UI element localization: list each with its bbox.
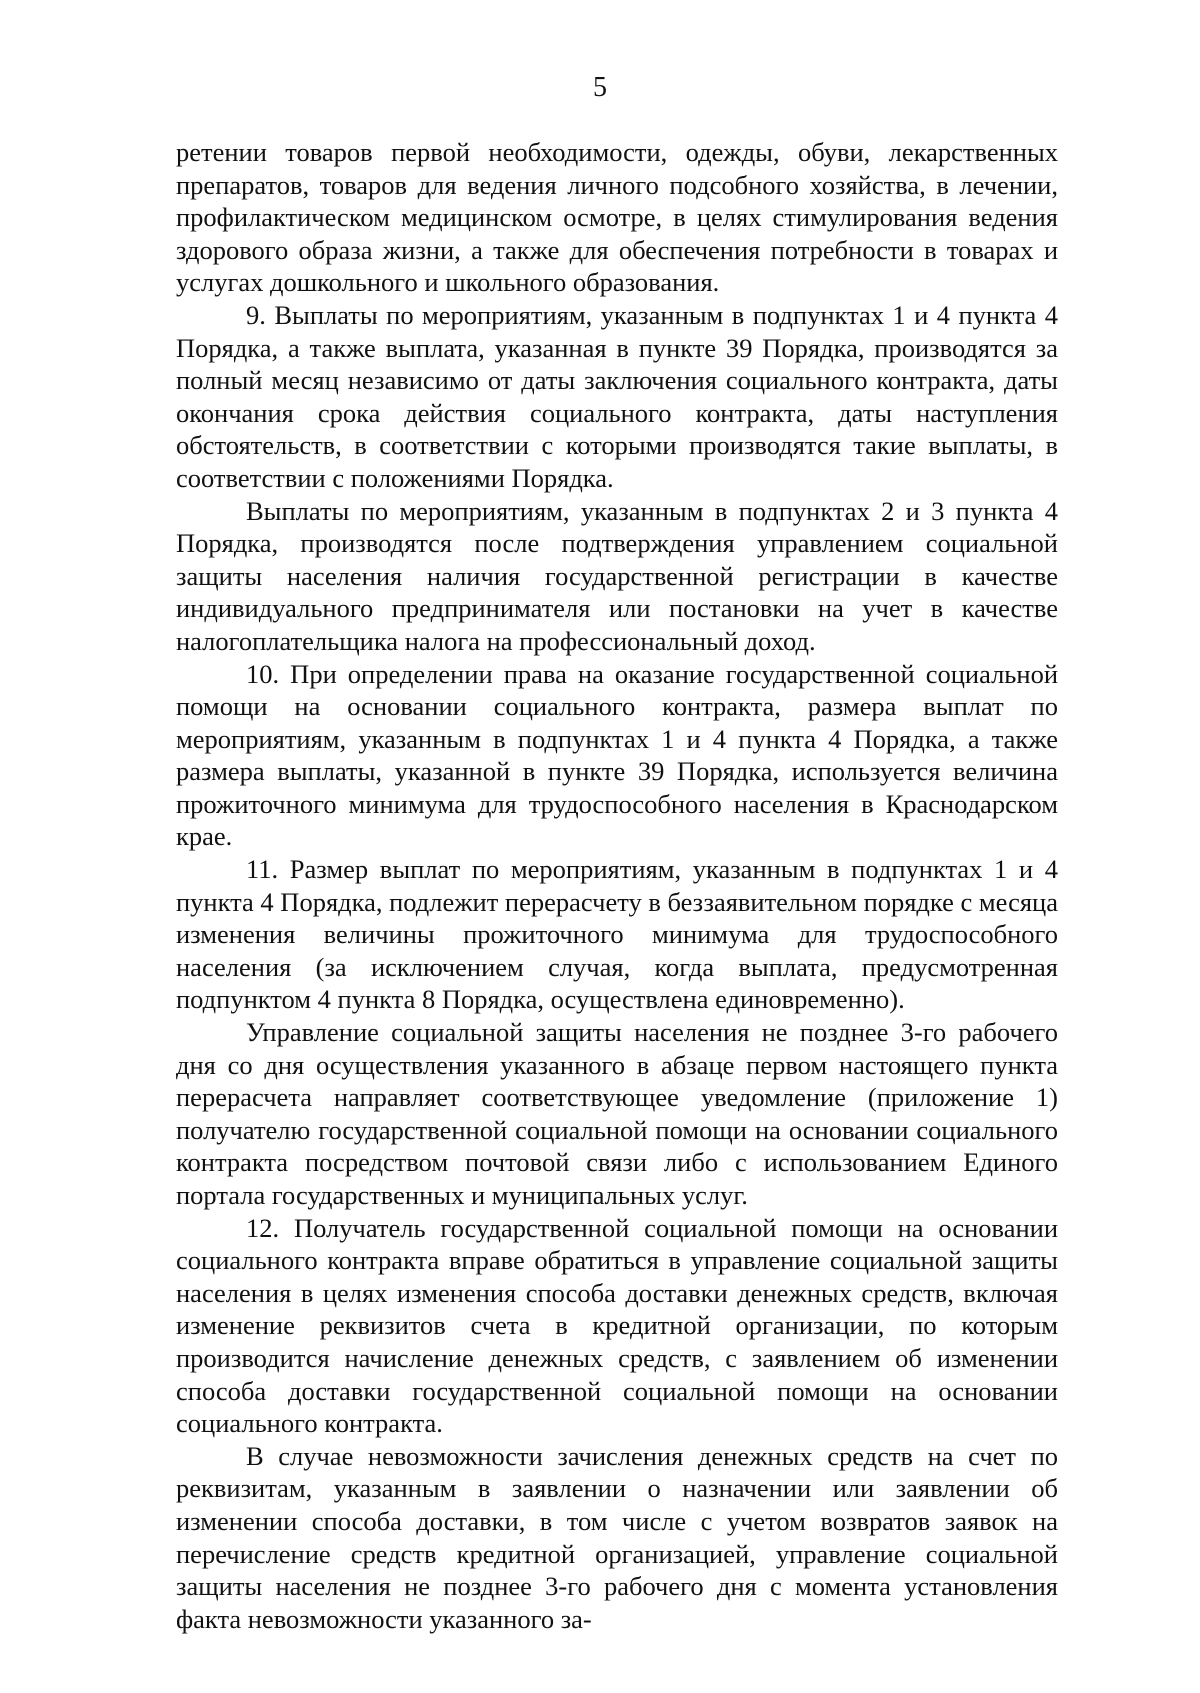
- document-body: [176, 136, 1058, 1635]
- paragraph-item-9: 9. Выплаты по мероприятиям, указанным в подпунктах 1 и 4 пункта 4 Порядка, а также выплата, указанная в пункте 39 Порядка, производятся за полный месяц независимо от даты заключения социального контракта, даты окончания срока действия социального контракта, даты наступления обстоятельств, в соответствии с которыми производятся такие выплаты, в соответствии с положениями Порядка.: [176, 299, 1058, 493]
- paragraph-item-12-second: В случае невозможности зачисления денежных средств на счет по реквизитам, указанным в заявлении о назначении или заявлении об изменении способа доставки, в том числе с учетом возвратов заявок на перечисление средств кредитной организацией, управление социальной защиты населения не позднее 3-го рабочего дня с момента установления факта невозможности указанного за-: [176, 1440, 1058, 1634]
- paragraph-item-12: 12. Получатель государственной социальной помощи на основании социального контракта вправе обратиться в управление социальной защиты населения в целях изменения способа доставки денежных средств, включая изменение реквизитов счета в кредитной организации, по которым производится начисление денежных средств, с заявлением об изменении способа доставки государственной социальной помощи на основании социального контракта.: [176, 1212, 1058, 1439]
- paragraph-continuation: ретении товаров первой необходимости, одежды, обуви, лекарственных препаратов, товаров для ведения личного подсобного хозяйства, в лечении, профилактическом медицинском осмотре, в целях стимулирования ведения здорового образа жизни, а также для обеспечения потребности в товарах и услугах дошкольного и школьного образования.: [176, 137, 1058, 298]
- paragraph-item-9-second: Выплаты по мероприятиям, указанным в подпунктах 2 и 3 пункта 4 Порядка, производятся после подтверждения управлением социальной защиты населения наличия государственной регистрации в качестве индивидуального предпринимателя или постановки на учет в качестве налогоплательщика налога на профессиональный доход.: [176, 495, 1058, 656]
- paragraph-item-11-second: Управление социальной защиты населения не позднее 3-го рабочего дня со дня осуществления указанного в абзаце первом настоящего пункта перерасчета направляет соответствующее уведомление (приложение 1) получателю государственной социальной помощи на основании социального контракта посредством почтовой связи либо с использованием Единого портала государственных и муниципальных услуг.: [176, 1017, 1058, 1210]
- paragraph-item-11: 11. Размер выплат по мероприятиям, указанным в подпунктах 1 и 4 пункта 4 Порядка, подлежит перерасчету в беззаявительном порядке с месяца изменения величины прожиточного минимума для трудоспособного населения (за исключением случая, когда выплата, предусмотренная подпунктом 4 пункта 8 Порядка, осуществлена единовременно).: [176, 854, 1058, 1015]
- page-number: 5: [593, 72, 607, 103]
- paragraph-item-10: 10. При определении права на оказание государственной социальной помощи на основании социального контракта, размера выплат по мероприятиям, указанным в подпунктах 1 и 4 пункта 4 Порядка, а также размера выплаты, указанной в пункте 39 Порядка, используется величина прожиточного минимума для трудоспособного населения в Краснодарском крае.: [176, 658, 1058, 852]
